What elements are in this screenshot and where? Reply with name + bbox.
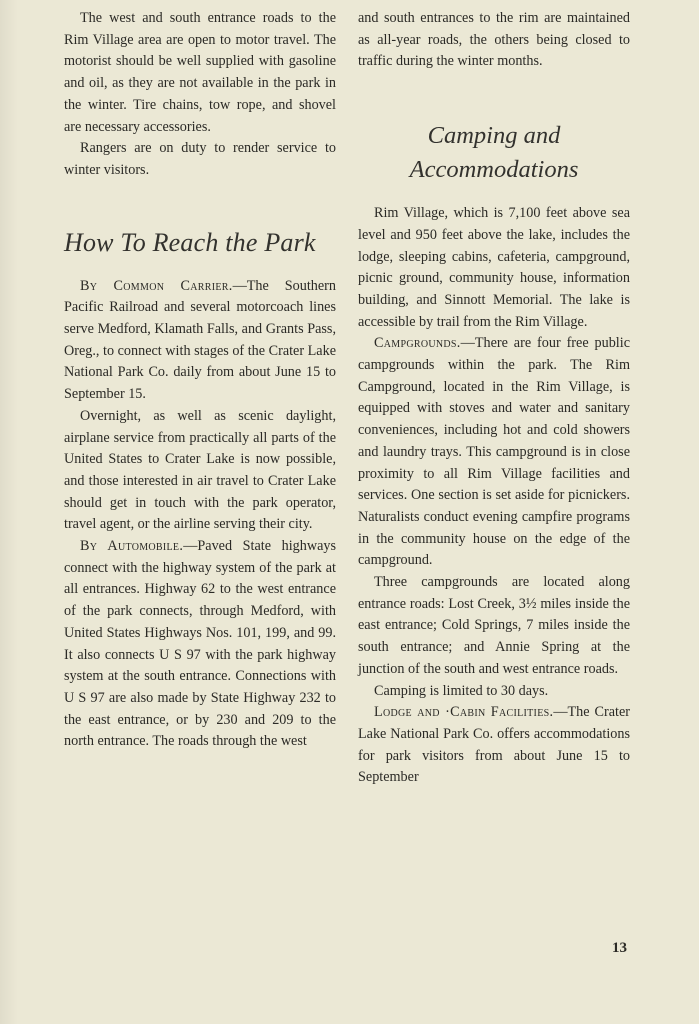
camping-heading-line2: Accommodations (409, 156, 579, 184)
page-number: 13 (612, 940, 627, 956)
rim-village-paragraph: Rim Village, which is 7,100 feet above sea level and 950 feet above the lake, includes the lodge, sleeping cabins, cafeteria, campground, picnic ground, community house, information building, and Sinnott Memorial. The lake is accessible by trail from the Rim Village. (358, 205, 630, 330)
campgrounds-paragraph (358, 333, 630, 572)
camping-heading (358, 119, 630, 187)
lodge-paragraph (358, 702, 630, 789)
common-carrier-text: —The Southern Pacific Railroad and several motorcoach lines serve Medford, Klamath Falls, and Grants Pass, Oreg., to connect with stages of the Crater Lake National Park Co. daily from about June 15 to September 15. (64, 277, 336, 403)
left-column (64, 8, 336, 753)
lodge-lead: Lodge and ·Cabin Facilities. (374, 704, 554, 721)
automobile-paragraph (64, 536, 336, 753)
how-to-reach-heading: How To Reach the Park (64, 227, 316, 257)
camping-heading-line1: Camping and (427, 122, 561, 150)
campgrounds-text: —There are four free public campgrounds within the park. The Rim Campground, located in the Rim Village, is equipped with stoves and water and sanitary conveniences, including hot and cold showers and laundry trays. This campground is in close proximity to all Rim Village facilities and services. One section is set aside for picnickers. Naturalists conduct evening campfire programs in the community house on the edge of the campground. (358, 335, 630, 569)
roads-continuation-paragraph: and south entrances to the rim are maintained as all-year roads, the others being closed to traffic during the winter months. (358, 10, 630, 70)
common-carrier-lead: By Common Carrier. (80, 277, 233, 294)
common-carrier-paragraph (64, 276, 336, 406)
winter-roads-paragraph: The west and south entrance roads to the Rim Village area are open to motor travel. The motorist should be well supplied with gasoline and oil, as they are not available in the park in the winter. Tire chains, tow rope, and shovel are necessary accessories. (64, 10, 336, 135)
air-travel-paragraph: Overnight, as well as scenic daylight, airplane service from practically all parts of the United States to Crater Lake is now possible, and those interested in air travel to Crater Lake should get in touch with the park operator, travel agent, or the airline serving their city. (64, 407, 336, 533)
campgrounds-lead: Campgrounds. (374, 335, 461, 352)
automobile-lead: By Automobile. (80, 538, 184, 555)
three-campgrounds-paragraph: Three campgrounds are located along entrance roads: Lost Creek, 3½ miles inside the east entrance; Cold Springs, 7 miles inside the south entrance; and Annie Spring at the junction of the south and west entrance roads. (358, 574, 630, 677)
rangers-paragraph: Rangers are on duty to render service to winter visitors. (64, 140, 336, 178)
lodge-text: —The Crater Lake National Park Co. offers accommodations for park visitors from about June 15 to September (358, 704, 630, 786)
right-column (358, 8, 630, 789)
camping-limit-paragraph: Camping is limited to 30 days. (374, 682, 549, 699)
automobile-text: —Paved State highways connect with the highway system of the park at all entrances. Highway 62 to the west entrance of the park connects, through Medford, with United States Highways Nos. 101, 199, and 99. It also connects U S 97 with the park highway system at the south entrance. Connections with U S 97 are also made by State Highway 232 to the east entrance, or by 230 and 209 to the north entrance. The roads through the west (64, 538, 336, 750)
